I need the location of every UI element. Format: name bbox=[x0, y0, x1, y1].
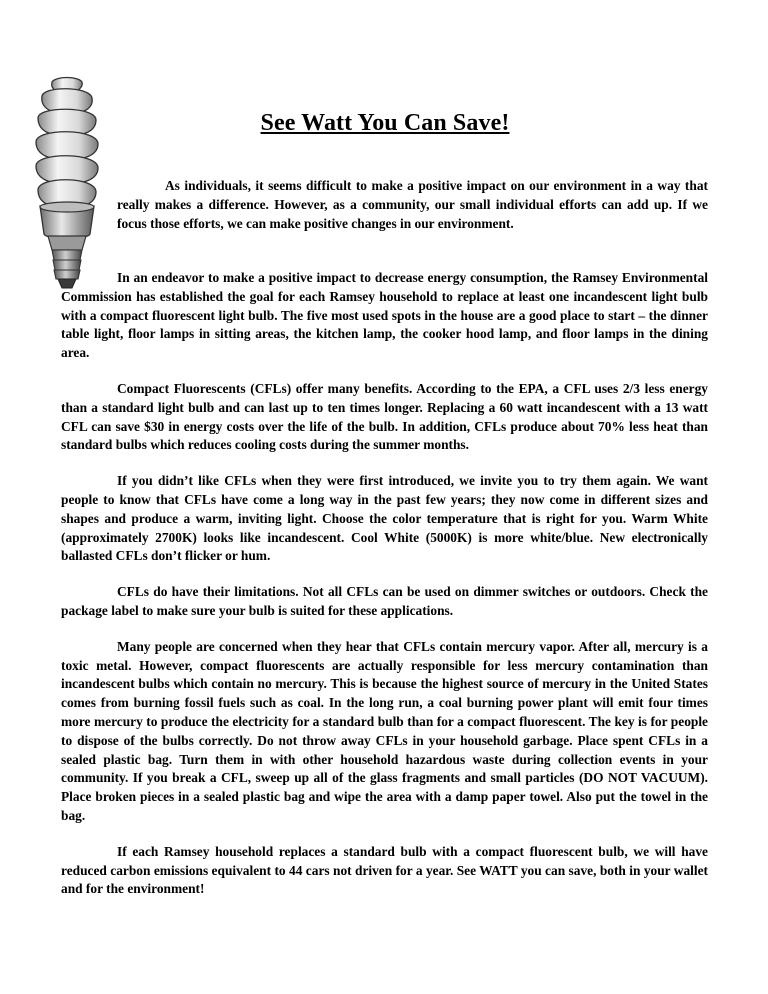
intro-paragraph: As individuals, it seems difficult to make a positive impact on our environment in a way that really makes a difference. However, as a community, our small individual efforts can add up. If we focus those efforts, we can make positive changes in our environment. bbox=[117, 178, 708, 231]
document-title: See Watt You Can Save! bbox=[260, 110, 510, 136]
paragraph-mercury: Many people are concerned when they hear that CFLs contain mercury vapor. After all, mercury is a toxic metal. However, compact fluorescents are actually responsible for less mercury contamination than incandescent bulbs which contain no mercury. This is because the highest source of mercury in the United States comes from burning fossil fuels such as coal. In the long run, a coal burning power plant will emit four times more mercury to produce the electricity for a standard bulb than for a compact fluorescent. The key is for people to dispose of the bulbs correctly. Do not throw away CFLs in your household garbage. Place spent CFLs in a sealed plastic bag. Turn them in with other household hazardous waste during collection events in your community. If you break a CFL, sweep up all of the glass fragments and small particles (DO NOT VACUUM). Place broken pieces in a sealed plastic bag and wipe the area with a damp paper towel. Also put the towel in the bag. bbox=[61, 638, 708, 823]
paragraph-goal: In an endeavor to make a positive impact to decrease energy consumption, the Ramsey Environmental Commission has established the goal for each Ramsey household to replace at least one incandescent light bulb with a compact fluorescent light bulb. The five most used spots in the house are a good place to start – the dinner table light, floor lamps in sitting areas, the kitchen lamp, the cooker hood lamp, and floor lamps in the dining area. bbox=[61, 270, 708, 361]
paragraph-conclusion: If each Ramsey household replaces a standard bulb with a compact fluorescent bulb, we will have reduced carbon emissions equivalent to 44 cars not driven for a year. See WATT you can save, both in your wallet and for the environment! bbox=[61, 843, 708, 897]
paragraph-try-again: If you didn’t like CFLs when they were first introduced, we invite you to try them again. We want people to know that CFLs have come a long way in the past few years; they now come in different sizes and shapes and produce a warm, inviting light. Choose the color temperature that is right for you. Warm White (approximately 2700K) looks like incandescent. Cool White (5000K) is more white/blue. New electronically ballasted CFLs don’t flicker or hum. bbox=[61, 473, 708, 564]
paragraph-benefits: Compact Fluorescents (CFLs) offer many benefits. According to the EPA, a CFL uses 2/3 less energy than a standard light bulb and can last up to ten times longer. Replacing a 60 watt incandescent with a 13 watt CFL can save $30 in energy costs over the life of the bulb. In addition, CFLs produce about 70% less heat than standard bulbs which reduces cooling costs during the summer months. bbox=[61, 380, 708, 453]
paragraph-limitations: CFLs do have their limitations. Not all CFLs can be used on dimmer switches or outdoors. Check the package label to make sure your bulb is suited for these applications. bbox=[61, 584, 708, 618]
document-body bbox=[61, 269, 708, 916]
cfl-bulb-icon bbox=[22, 74, 112, 294]
